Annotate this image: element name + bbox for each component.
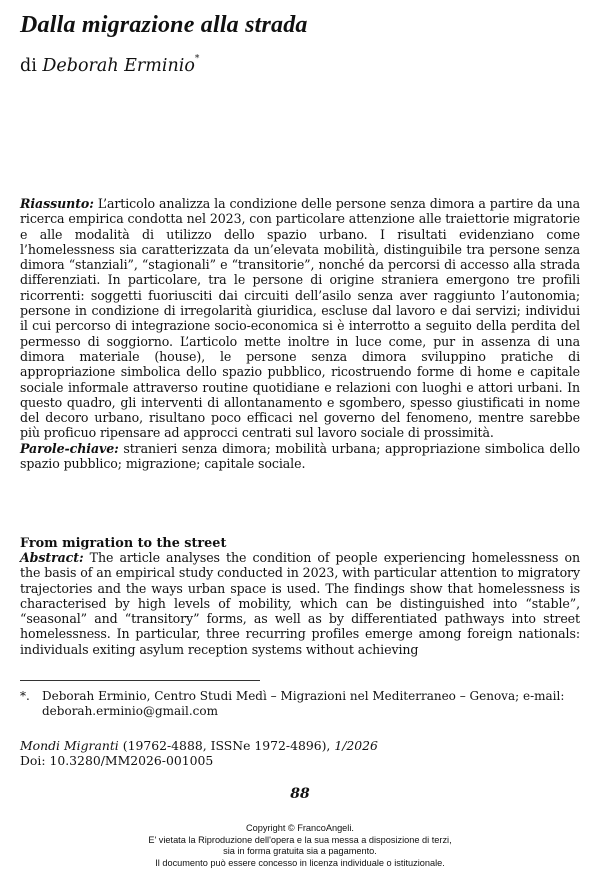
copyright-line-3: sia in forma gratuita sia a pagamento. [223,846,377,856]
abstract-en-text: The article analyses the condition of people experiencing homelessness on the basis of an empirical study conducted in 2023, with particular attention to migratory trajectories and the ways urban space is used. The findings show that homelessness is characterised by high levels of mobility, which can be distinguished into “stable”, “seasonal” and “transitory” forms, as well as by differentiated pathways into street homelessness. In particular, three recurring profiles emerge among foreign nationals: individuals exiting asylum reception systems without achieving [20,550,580,657]
author-footnote-marker: * [194,54,200,64]
article-title: Dalla migrazione alla strada [20,12,308,38]
copyright-line-4: Il documento può essere concesso in licenza individuale o istituzionale. [155,857,445,868]
journal-issn: (19762-4888, ISSNe 1972-4896), [122,738,331,753]
abstract-italian: Riassunto: L’articolo analizza la condizione delle persone senza dimora a partire da una ricerca empirica condotta nel 2023, con particolare attenzione alle traiettorie migratorie e alle modalità di utilizzo dello spazio urbano. I risultati evidenziano come l’homelessness sia caratterizzata da un’elevata mobilità, distinguibile tra persone senza dimora “stanziali”, “stagionali” e “transitorie”, nonché da percorsi di accesso alla strada differenziati. In particolare, tra le persone di origine straniera emergono tre profili ricorrenti: soggetti fuoriusciti dai circuiti dell’asilo senza aver raggiunto l’autonomia; persone in condizione di irregolarità giuridica, escluse dal lavoro e dai servizi; individui il cui percorso di integrazione socio-economica si è interrotto a seguito della perdita del permesso di soggiorno. L’articolo mette inoltre in luce come, pur in assenza di una dimora materiale (house), le persone senza dimora sviluppino pratiche di appropriazione simbolica dello spazio pubblico, ricostruendo forme di home e capitale sociale informale attraverso routine quotidiane e relazioni con luoghi e attori urbani. In questo quadro, gli interventi di allontanamento e sgombero, spesso giustificati in nome del decoro urbano, risultano poco efficaci nel governo del fenomeno, mentre sarebbe più proficuo ripensare ad approcci centrati sul lavoro sociale di prossimità. Parole-chiave: stranieri senza dimora; mobilità urbana; appropriazione simbolica dello spazio pubblico; migrazione; capitale sociale. [20,196,581,472]
author-name: Deborah Erminio [42,56,195,76]
footnote-divider [20,680,260,681]
copyright-line-1: Copyright © FrancoAngeli. [246,823,354,833]
copyright-line-2: E' vietata la Riproduzione dell'opera e la sua messa a disposizione di terzi, [148,834,452,845]
byline-prefix: di [20,56,37,76]
abstract-it-text: L’articolo analizza la condizione delle persone senza dimora a partire da una ricerca empirica condotta nel 2023, con particolare attenzione alle traiettorie migratorie e alle modalità di utilizzo dello spazio urbano. I risultati evidenziano come l’homelessness sia caratterizzata da un’elevata mobilità, distinguibile tra persone senza dimora “stanziali”, “stagionali” e “transitorie”, nonché da percorsi di accesso alla strada differenziati. In particolare, tra le persone di origine straniera emergono tre profili ricorrenti: soggetti fuoriusciti dai circuiti dell’asilo senza aver raggiunto l’autonomia; persone in condizione di irregolarità giuridica, escluse dal lavoro e dai servizi; individui il cui percorso di integrazione socio-economica si è interrotto a seguito della perdita del permesso di soggiorno. L’articolo mette inoltre in luce come, pur in assenza di una dimora materiale (house), le persone senza dimora sviluppino pratiche di appropriazione simbolica dello spazio pubblico, ricostruendo forme di home e capitale sociale informale attraverso routine quotidiane e relazioni con luoghi e attori urbani. In questo quadro, gli interventi di allontanamento e sgombero, spesso giustificati in nome del decoro urbano, risultano poco efficaci nel governo del fenomeno, mentre sarebbe più proficuo ripensare ad approcci centrati sul lavoro sociale di prossimità. [20,196,581,441]
journal-name: Mondi Migranti [20,738,119,753]
copyright-notice [0,823,600,869]
abstract-en-label: Abstract [20,550,79,565]
page-number: 88 [290,786,310,802]
journal-doi: Doi: 10.3280/MM2026-001005 [20,753,214,768]
footnote-marker: *. [20,689,30,703]
journal-issue: 1/2026 [334,738,378,753]
footnote-text: Deborah Erminio, Centro Studi Medì – Migrazioni nel Mediterraneo – Genova; e-mail: deborah.erminio@gmail.com [42,689,565,719]
footnote [20,689,580,720]
byline [20,56,199,76]
abstract-it-label: Riassunto [20,196,90,211]
keywords-label: Parole-chiave [20,440,115,456]
journal-info [20,738,378,768]
keywords-text: stranieri senza dimora; mobilità urbana; appropriazione simbolica dello spazio pubblico; migrazione; capitale sociale. [20,440,580,472]
english-title: From migration to the street [20,536,227,551]
abstract-english: Abstract: The article analyses the condition of people experiencing homelessness on the basis of an empirical study conducted in 2023, with particular attention to migratory trajectories and the ways urban space is used. The findings show that homelessness is characterised by high levels of mobility, which can be distinguished into “stable”, “seasonal” and “transitory” forms, as well as by differentiated pathways into street homelessness. In particular, three recurring profiles emerge among foreign nationals: individuals exiting asylum reception systems without achieving [20,550,580,657]
